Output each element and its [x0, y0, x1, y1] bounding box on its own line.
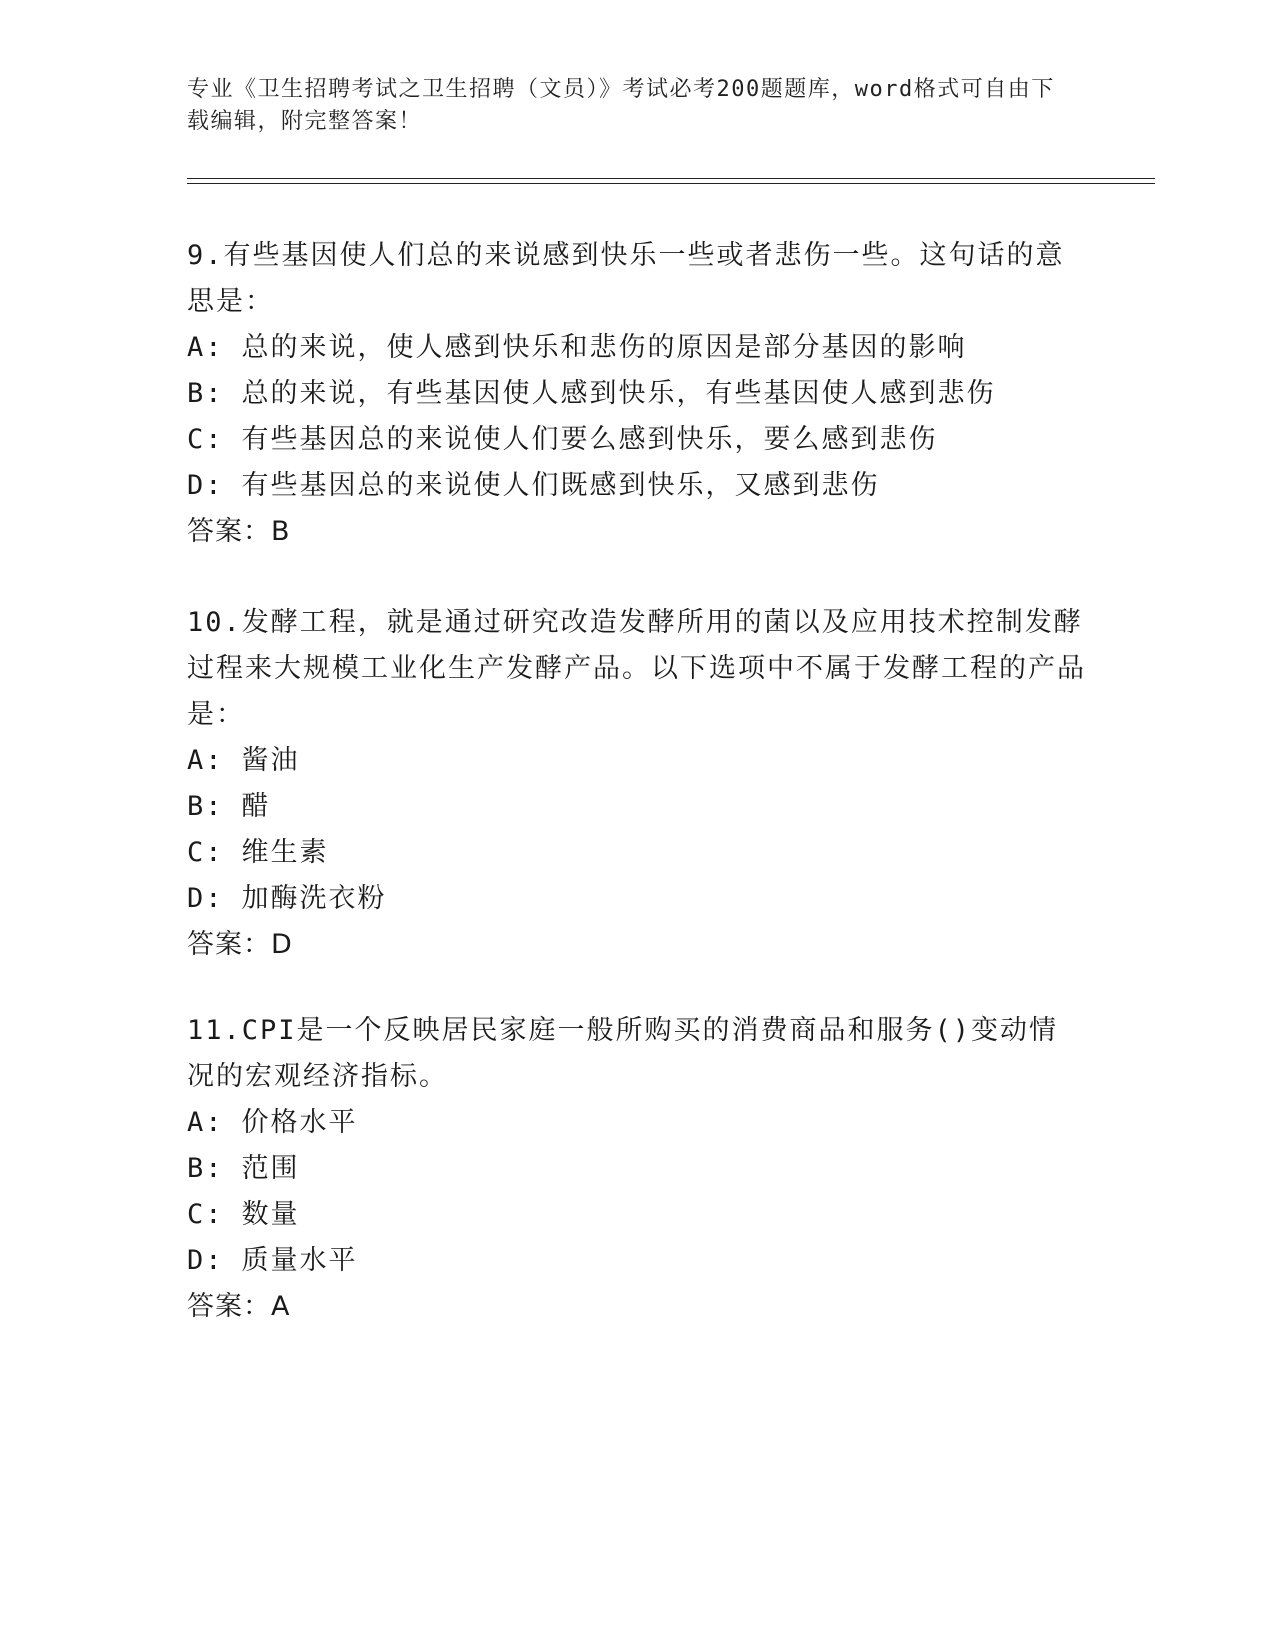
option-separator: :	[205, 791, 224, 822]
option-separator: :	[205, 1153, 224, 1184]
question-stem: 9.有些基因使人们总的来说感到快乐一些或者悲伤一些。这句话的意思是：	[187, 240, 1065, 317]
option-text: 有些基因总的来说使人们要么感到快乐，要么感到悲伤	[241, 424, 938, 455]
header-divider-top	[187, 178, 1155, 179]
option-separator: :	[205, 883, 224, 914]
option-letter: D	[187, 470, 206, 501]
option-letter: D	[187, 1245, 206, 1276]
question-11	[187, 1008, 1087, 1330]
option-letter: C	[187, 424, 206, 455]
option-c	[187, 830, 1087, 876]
option-letter: B	[187, 791, 206, 822]
option-letter: A	[187, 1107, 206, 1138]
option-text: 价格水平	[241, 1107, 358, 1138]
option-letter: A	[187, 332, 206, 363]
document-header: 专业《卫生招聘考试之卫生招聘（文员）》考试必考200题题库，word格式可自由下载编辑，附完整答案！	[187, 77, 1055, 134]
option-letter: B	[187, 1153, 206, 1184]
option-separator: :	[205, 332, 224, 363]
option-c	[187, 417, 1087, 463]
option-separator: :	[205, 1199, 224, 1230]
option-letter: D	[187, 883, 206, 914]
option-d	[187, 463, 1087, 509]
option-separator: :	[205, 1107, 224, 1138]
option-c	[187, 1192, 1087, 1238]
option-text: 有些基因总的来说使人们既感到快乐，又感到悲伤	[241, 470, 880, 501]
option-d	[187, 1238, 1087, 1284]
option-a	[187, 738, 1087, 784]
option-letter: A	[187, 745, 206, 776]
option-b	[187, 784, 1087, 830]
option-text: 总的来说，使人感到快乐和悲伤的原因是部分基因的影响	[241, 332, 967, 363]
option-separator: :	[205, 837, 224, 868]
option-text: 质量水平	[241, 1245, 358, 1276]
answer: 答案：D	[187, 929, 293, 960]
option-separator: :	[205, 470, 224, 501]
question-stem: 11.CPI是一个反映居民家庭一般所购买的消费商品和服务()变动情况的宏观经济指标。	[187, 1015, 1059, 1092]
option-text: 醋	[241, 791, 271, 822]
option-separator: :	[205, 424, 224, 455]
option-letter: B	[187, 378, 206, 409]
option-d	[187, 876, 1087, 922]
header-divider-bottom	[187, 183, 1155, 184]
option-text: 数量	[241, 1199, 300, 1230]
option-text: 范围	[241, 1153, 300, 1184]
option-letter: C	[187, 1199, 206, 1230]
option-text: 总的来说，有些基因使人感到快乐，有些基因使人感到悲伤	[241, 378, 996, 409]
option-b	[187, 371, 1087, 417]
option-separator: :	[205, 378, 224, 409]
option-letter: C	[187, 837, 206, 868]
question-9	[187, 233, 1087, 555]
option-text: 酱油	[241, 745, 300, 776]
option-b	[187, 1146, 1087, 1192]
answer: 答案：A	[187, 1291, 291, 1322]
question-stem: 10.发酵工程，就是通过研究改造发酵所用的菌以及应用技术控制发酵过程来大规模工业化生产发酵产品。以下选项中不属于发酵工程的产品是：	[187, 607, 1086, 730]
option-separator: :	[205, 1245, 224, 1276]
option-text: 维生素	[241, 837, 329, 868]
question-10	[187, 600, 1087, 968]
option-separator: :	[205, 745, 224, 776]
option-a	[187, 1100, 1087, 1146]
option-a	[187, 325, 1087, 371]
answer: 答案：B	[187, 516, 291, 547]
option-text: 加酶洗衣粉	[241, 883, 387, 914]
